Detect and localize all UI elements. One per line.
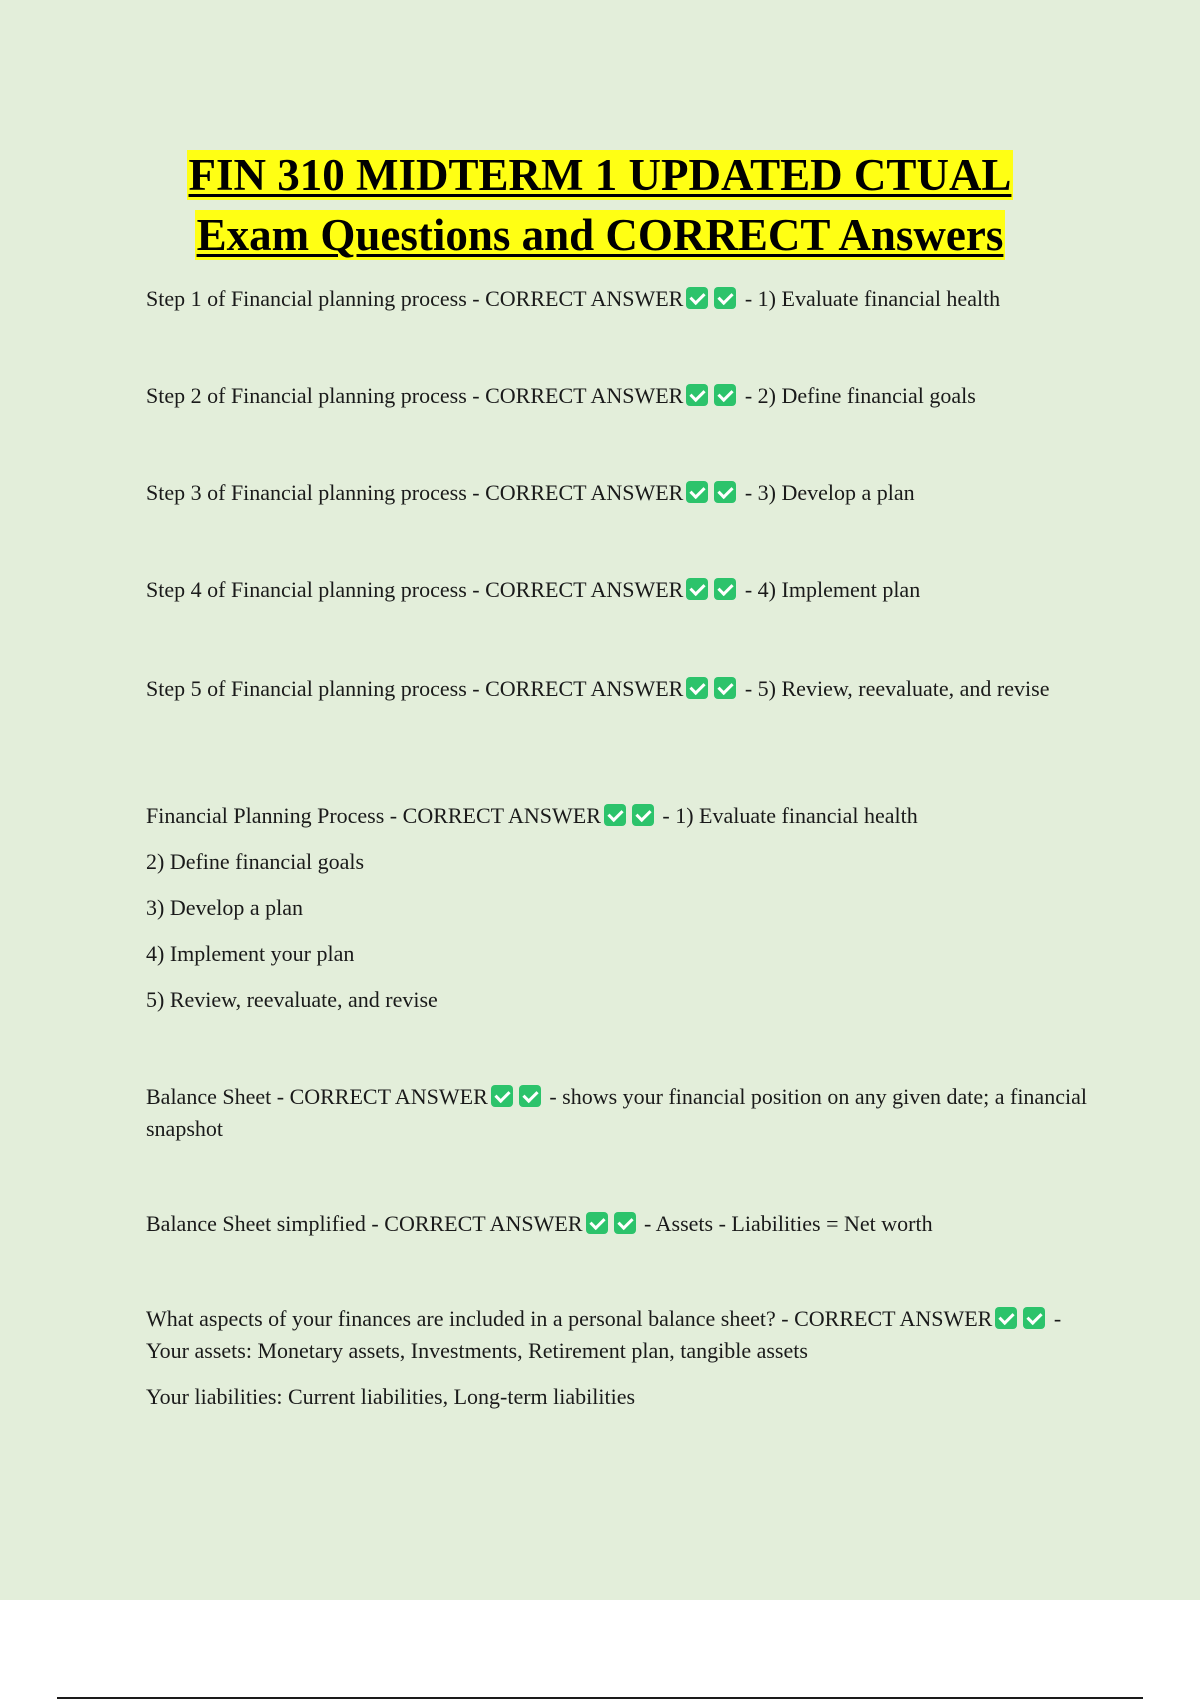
check-box-icon [714,287,736,309]
list-line: Your liabilities: Current liabilities, Long-term liabilities [146,1384,636,1409]
answer-text: - 3) Develop a plan [739,480,915,505]
check-box-icon [714,677,736,699]
correct-answer-label: CORRECT ANSWER [794,1306,993,1331]
correct-answer-label: CORRECT ANSWER [384,1211,583,1236]
correct-answer-label: CORRECT ANSWER [485,286,684,311]
correct-answer-label: CORRECT ANSWER [485,383,684,408]
check-box-icon [686,384,708,406]
answer-text: - Your assets: Monetary assets, Investments, Retirement plan, tangible assets [146,1306,1062,1363]
qa-item [146,283,1096,315]
answer-text: - 5) Review, reevaluate, and revise [739,676,1050,701]
question-text: Step 5 of Financial planning process - [146,676,486,701]
check-box-icon [686,287,708,309]
check-box-icon [586,1212,608,1234]
check-box-icon [686,677,708,699]
question-text: Financial Planning Process - [146,803,403,828]
qa-item [146,1208,1096,1240]
qa-item [146,380,1096,412]
correct-answer-label: CORRECT ANSWER [402,803,601,828]
question-text: Step 4 of Financial planning process - [146,577,486,602]
check-box-icon [686,578,708,600]
question-text: Balance Sheet simplified - [146,1211,385,1236]
check-box-icon [1023,1307,1045,1329]
correct-answer-label: CORRECT ANSWER [485,480,684,505]
check-box-icon [604,804,626,826]
check-box-icon [632,804,654,826]
list-line: 4) Implement your plan [146,941,355,966]
check-box-icon [714,384,736,406]
check-box-icon [519,1085,541,1107]
correct-answer-label: CORRECT ANSWER [289,1084,488,1109]
footer-divider [57,1697,1143,1699]
question-text: What aspects of your finances are included in a personal balance sheet? - [146,1306,795,1331]
title-line-1: FIN 310 MIDTERM 1 UPDATED CTUAL [188,150,1012,200]
question-text: Step 1 of Financial planning process - [146,286,486,311]
check-box-icon [714,481,736,503]
qa-item [146,1303,1096,1413]
list-line: 3) Develop a plan [146,895,303,920]
correct-answer-label: CORRECT ANSWER [485,676,684,701]
qa-item [146,673,1096,705]
document-title [0,145,1200,265]
check-box-icon [714,578,736,600]
answer-text: - 2) Define financial goals [739,383,976,408]
question-text: Step 2 of Financial planning process - [146,383,486,408]
check-box-icon [686,481,708,503]
list-line: 2) Define financial goals [146,849,365,874]
answer-text: - 1) Evaluate financial health [739,286,1001,311]
qa-item [146,1081,1096,1145]
qa-item [146,477,1096,509]
answer-text: - 1) Evaluate financial health [656,803,918,828]
answer-text: - shows your financial position on any given date; a financial snapshot [146,1084,1087,1141]
check-box-icon [995,1307,1017,1329]
correct-answer-label: CORRECT ANSWER [485,577,684,602]
qa-item [146,800,1096,1016]
answer-text: - 4) Implement plan [739,577,921,602]
title-line-2: Exam Questions and CORRECT Answers [196,210,1004,260]
question-text: Step 3 of Financial planning process - [146,480,486,505]
qa-item [146,574,1096,606]
question-text: Balance Sheet - [146,1084,290,1109]
check-box-icon [614,1212,636,1234]
answer-text: - Assets - Liabilities = Net worth [638,1211,933,1236]
check-box-icon [491,1085,513,1107]
list-line: 5) Review, reevaluate, and revise [146,987,438,1012]
